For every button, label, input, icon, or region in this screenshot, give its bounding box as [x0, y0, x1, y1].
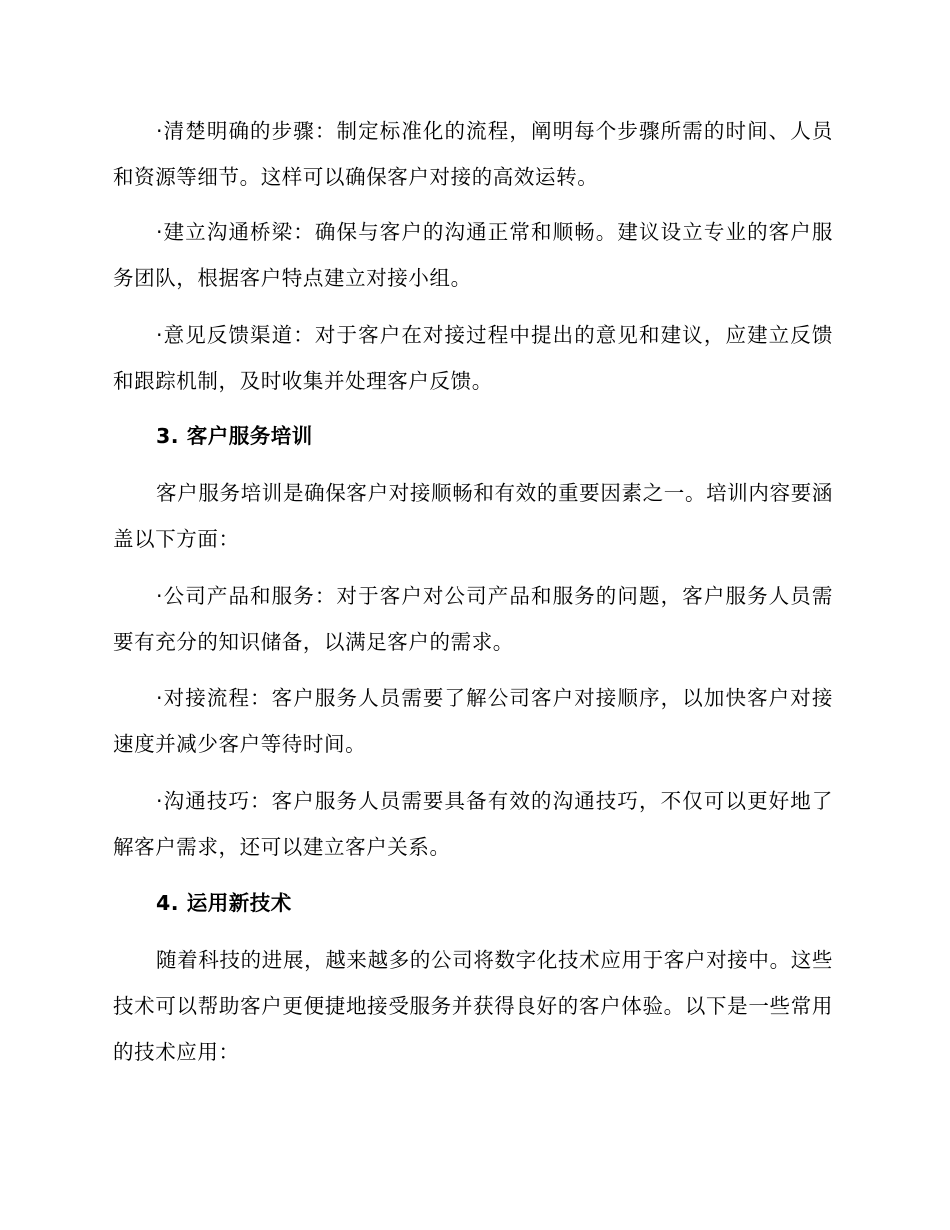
bullet-clear-steps — [113, 108, 833, 200]
paragraph-training-intro — [113, 470, 833, 562]
bullet-communication-bridge — [113, 209, 833, 301]
paragraph-text: 随着科技的进展，越来越多的公司将数字化技术应用于客户对接中。这些技术可以帮助客户更便捷地接受服务并获得良好的客户体验。以下是一些常用的技术应用： — [113, 948, 833, 1064]
paragraph-text: ·沟通技巧：客户服务人员需要具备有效的沟通技巧，不仅可以更好地了解客户需求，还可以建立客户关系。 — [113, 789, 833, 859]
paragraph-text: ·建立沟通桥梁：确保与客户的沟通正常和顺畅。建议设立专业的客户服务团队，根据客户特点建立对接小组。 — [113, 220, 833, 290]
paragraph-text: 客户服务培训是确保客户对接顺畅和有效的重要因素之一。培训内容要涵盖以下方面： — [113, 481, 833, 551]
paragraph-text: ·对接流程：客户服务人员需要了解公司客户对接顺序，以加快客户对接速度并减少客户等待时间。 — [113, 686, 833, 756]
section-title: 4. 运用新技术 — [156, 891, 292, 915]
paragraph-text: ·意见反馈渠道：对于客户在对接过程中提出的意见和建议，应建立反馈和跟踪机制，及时收集并处理客户反馈。 — [113, 323, 833, 393]
bullet-feedback-channel — [113, 312, 833, 404]
paragraph-text: ·公司产品和服务：对于客户对公司产品和服务的问题，客户服务人员需要有充分的知识储备，以满足客户的需求。 — [113, 584, 833, 654]
bullet-communication-skills — [113, 778, 833, 870]
section-title: 3. 客户服务培训 — [156, 424, 313, 448]
paragraph-text: ·清楚明确的步骤：制定标准化的流程，阐明每个步骤所需的时间、人员和资源等细节。这样可以确保客户对接的高效运转。 — [113, 119, 833, 189]
paragraph-tech-intro — [113, 937, 833, 1075]
section-heading-4 — [113, 880, 833, 926]
bullet-process — [113, 675, 833, 767]
bullet-products-services — [113, 573, 833, 665]
section-heading-3 — [113, 413, 833, 459]
